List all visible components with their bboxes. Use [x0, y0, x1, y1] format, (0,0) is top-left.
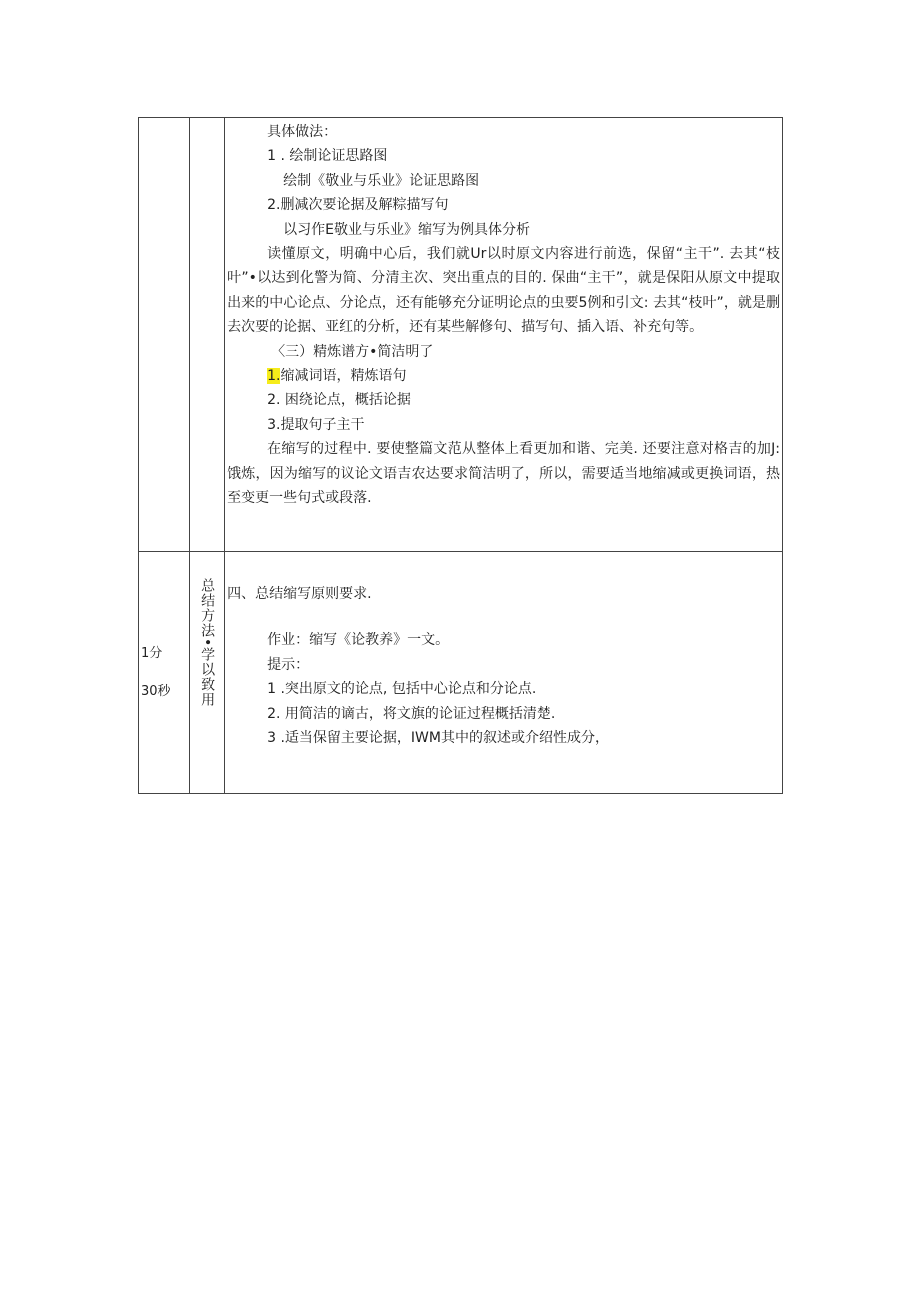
time-seconds: 30秒: [141, 683, 171, 699]
step-1-heading: 1 . 绘制论证思路图: [267, 148, 388, 165]
content-block: [225, 552, 782, 750]
time-cell-empty: [139, 118, 190, 552]
step-label: 总结方法•学以致用: [199, 578, 216, 708]
step-1-detail: 绘制《敬业与乐业》论证思路图: [283, 172, 480, 189]
list-item-2: 2. 困绕论点，概括论据: [267, 392, 411, 409]
summary-heading: 四、总结缩写原则要求.: [227, 586, 372, 602]
hint-item-2: 2. 用简洁的谪古，将文旗的论证过程概括清楚.: [267, 705, 556, 722]
analysis-paragraph: 读懂原文，明确中心后，我们就Ur以时原文内容进行前选，保留“主干”. 去其“枝叶”•以达到化警为简、分清主次、突出重点的目的. 保曲“主干”，就是保阳从原文中提取出来的中心论点、分论点，还有能够充分证明论点的虫要5例和引文: 去其“枝叶”，就是删去次要的论据、亚红的分析，还有某些解修句、描写句、插入语、补充句等。: [227, 246, 780, 336]
process-paragraph: 在缩写的过程中. 要使整篇文范从整体上看更加和谐、完美. 还要注意对格吉的加J: 饿炼，因为缩写的议论文语吉农达要求简洁明了，所以，需要适当地缩减或更换词语，热至变更一些句式或段落.: [227, 441, 780, 507]
hint-item-1: 1 .突出原文的论点, 包括中心论点和分论点.: [267, 681, 537, 698]
step-2-detail: 以习作E敬业与乐业》缩写为例具体分析: [283, 221, 530, 238]
step-cell-empty: [190, 118, 225, 552]
step-cell: [190, 552, 225, 794]
homework-text: 作业：缩写《论教养》一文。: [267, 632, 450, 649]
lesson-plan-table: [138, 117, 783, 794]
content-block: [225, 118, 782, 511]
method-heading: 具体做法：: [267, 124, 338, 140]
highlight-mark: 1.: [267, 368, 281, 385]
hint-item-3: 3 .适当保留主要论据，IWM其中的叙述或介绍性成分，: [267, 730, 609, 747]
content-cell: [225, 552, 783, 794]
time-minutes: 1分: [141, 645, 163, 661]
content-cell: [225, 118, 783, 552]
section-3-heading: 〈三）精炼谱方•简洁明了: [271, 343, 434, 360]
table-row: [139, 552, 783, 794]
hint-label: 提示：: [267, 656, 310, 673]
list-item-1: [227, 364, 780, 388]
table-row: [139, 118, 783, 552]
list-item-1-text: 缩减词语，精炼语句: [280, 368, 407, 385]
time-cell: [139, 552, 190, 794]
list-item-3: 3.提取句子主干: [267, 416, 365, 433]
step-2-heading: 2.删减次要论据及解粽描写句: [267, 197, 449, 214]
